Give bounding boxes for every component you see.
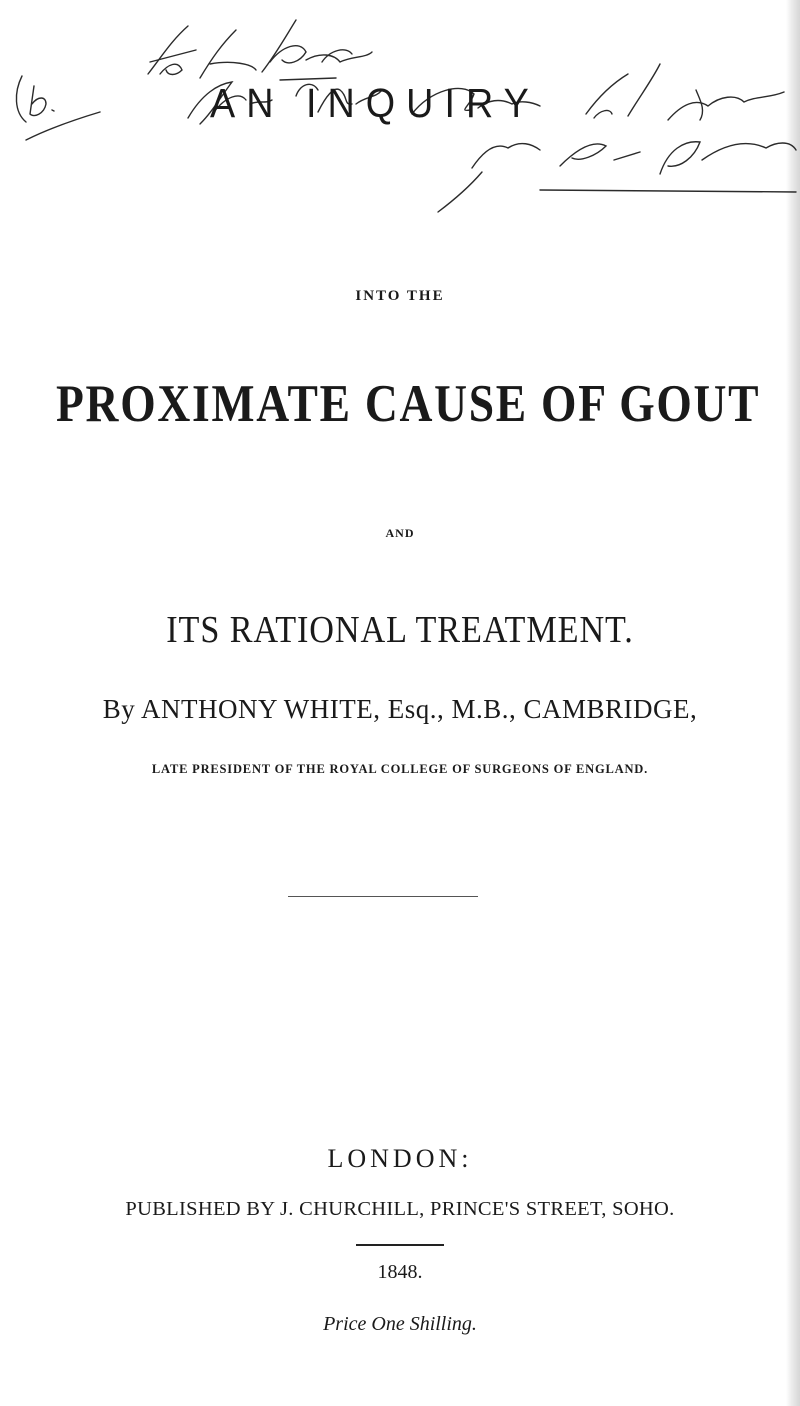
imprint-city: LONDON:	[327, 1144, 473, 1173]
publication-year: 1848.	[377, 1261, 423, 1283]
author-affiliation: LATE PRESIDENT OF THE ROYAL COLLEGE OF SURGEONS OF ENGLAND.	[151, 762, 649, 776]
connector-and: AND	[385, 526, 415, 540]
author-name: ANTHONY WHITE,	[141, 694, 381, 724]
divider-rule	[288, 896, 478, 897]
imprint-publisher: PUBLISHED BY J. CHURCHILL, PRINCE'S STREET, SOHO.	[125, 1198, 675, 1220]
price-note: Price One Shilling.	[323, 1313, 477, 1335]
subtitle: ITS RATIONAL TREATMENT.	[166, 609, 634, 651]
main-title: PROXIMATE CAUSE OF GOUT	[56, 375, 761, 433]
connector-into-the: INTO THE	[355, 288, 445, 304]
author-prefix: By	[102, 694, 136, 724]
title-line-inquiry: AN INQUIRY	[210, 80, 540, 126]
short-divider-rule	[356, 1244, 444, 1246]
author-byline	[0, 694, 800, 725]
author-credentials: Esq., M.B., CAMBRIDGE,	[387, 694, 698, 724]
